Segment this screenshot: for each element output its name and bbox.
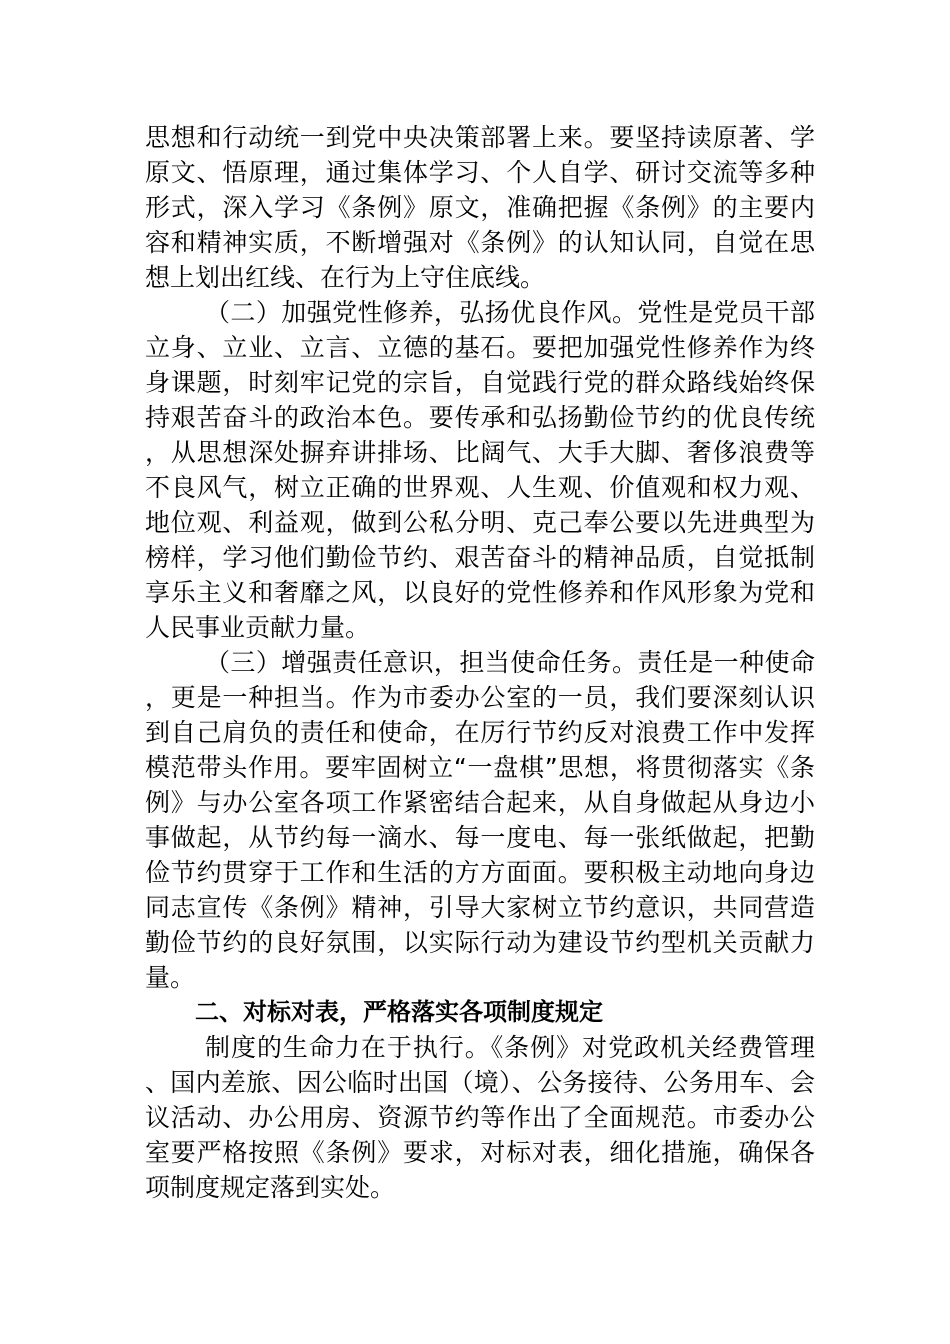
paragraph-institutions: 制度的生命力在于执行。《条例》对党政机关经费管理、国内差旅、因公临时出国（境）、公务接待、公务用车、会议活动、办公用房、资源节约等作出了全面规范。市委办公室要严格按照《条例》要求，对标对表，细化措施，确保各项制度规定落到实处。 <box>145 1033 815 1202</box>
paragraph-responsibility: （三）增强责任意识，担当使命任务。责任是一种使命，更是一种担当。作为市委办公室的一员，我们要深刻认识到自己肩负的责任和使命，在厉行节约反对浪费工作中发挥模范带头作用。要牢固树立“一盘棋”思想，将贯彻落实《条例》与办公室各项工作紧密结合起来，从自身做起从身边小事做起，从节约每一滴水、每一度电、每一张纸做起，把勤俭节约贯穿于工作和生活的方方面面。要积极主动地向身边同志宣传《条例》精神，引导大家树立节约意识，共同营造勤俭节约的良好氛围，以实际行动为建设节约型机关贡献力量。 <box>145 648 815 992</box>
paragraph-party-spirit: （二）加强党性修养，弘扬优良作风。党性是党员干部立身、立业、立言、立德的基石。要把加强党性修养作为终身课题，时刻牢记党的宗旨，自觉践行党的群众路线始终保持艰苦奋斗的政治本色。要传承和弘扬勤俭节约的优良传统，从思想深处摒弃讲排场、比阔气、大手大脚、奢侈浪费等不良风气，树立正确的世界观、人生观、价值观和权力观、地位观、利益观，做到公私分明、克己奉公要以先进典型为榜样，学习他们勤俭节约、艰苦奋斗的精神品质，自觉抵制享乐主义和奢靡之风，以良好的党性修养和作风形象为党和人民事业贡献力量。 <box>145 298 815 642</box>
paragraph-continuation: 思想和行动统一到党中央决策部署上来。要坚持读原著、学原文、悟原理，通过集体学习、个人自学、研讨交流等多种形式，深入学习《条例》原文，准确把握《条例》的主要内容和精神实质，不断增强对《条例》的认知认同，自觉在思想上划出红线、在行为上守住底线。 <box>145 123 815 292</box>
section-heading: 二、对标对表，严格落实各项制度规定 <box>195 998 603 1026</box>
document-body <box>145 120 815 1205</box>
